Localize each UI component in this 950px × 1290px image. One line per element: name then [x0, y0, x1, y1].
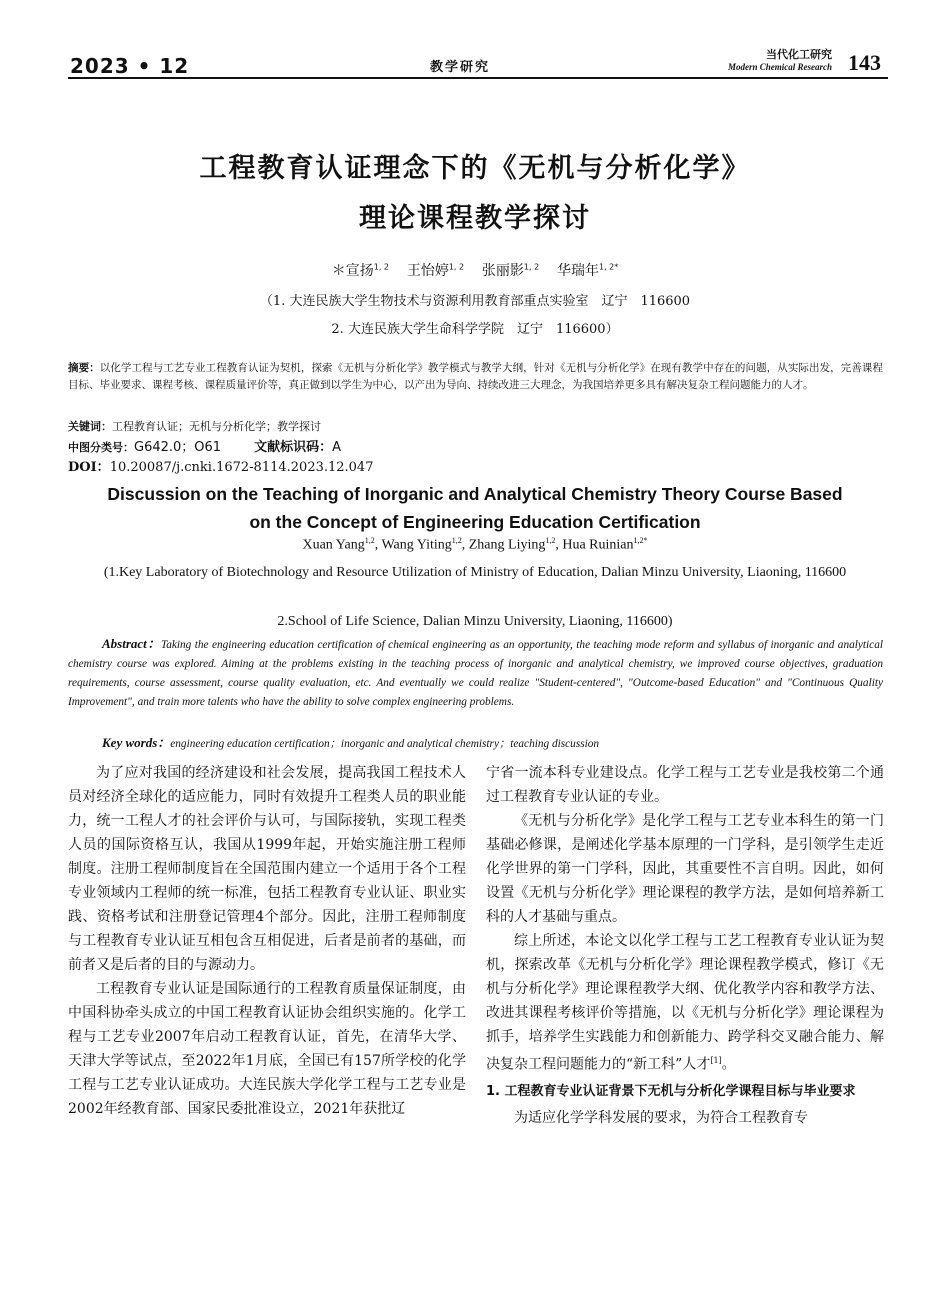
- abstract-cn-label: 摘要：: [68, 362, 100, 374]
- keywords-cn-text: 工程教育认证；无机与分析化学；教学探讨: [112, 420, 321, 433]
- english-keywords-label: Key words：: [102, 735, 171, 750]
- english-keywords: [102, 732, 599, 751]
- page-number: 143: [848, 50, 881, 75]
- english-author: Hua Ruinian: [562, 537, 634, 553]
- issue-number: 2023 • 12: [70, 54, 190, 78]
- author-affil-mark: 1, 2*: [598, 262, 619, 272]
- author-affil-mark: 1, 2: [373, 262, 390, 272]
- section-name: 教学研究: [430, 60, 491, 75]
- keywords-cn-label: 关键词：: [68, 420, 112, 433]
- keywords-cn: [68, 418, 321, 434]
- author-list: [0, 260, 950, 280]
- body-paragraph: [486, 929, 884, 1077]
- doi-line: [68, 456, 373, 475]
- body-paragraph: 为适应化学学科发展的要求，为符合工程教育专: [514, 1109, 808, 1126]
- body-paragraph: 宁省一流本科专业建设点。化学工程与工艺专业是我校第二个通过工程教育专业认证的专业。: [486, 765, 884, 805]
- author-name: ＊宣扬: [331, 263, 374, 279]
- doc-code-value: A: [332, 440, 342, 455]
- english-title-line-2: on the Concept of Engineering Education Certification: [249, 512, 701, 532]
- doi-value: 10.20087/j.cnki.1672-8114.2023.12.047: [109, 460, 374, 475]
- body-paragraph-end: 。: [721, 1056, 736, 1073]
- doi-label: DOI：: [68, 460, 110, 475]
- body-paragraph: 为了应对我国的经济建设和社会发展，提高我国工程技术人员对经济全球化的适应能力，同时有效提升工程类人员的职业能力，统一工程人才的社会评价与认可，与国际接轨，实现工程类人员的国际资格互认，我国从1999年起，开始实施注册工程师制度。注册工程师制度旨在全国范围内建立一个适用于各个工程专业领域内工程师的统一标准，包括工程教育专业认证、职业实践、资格考试和注册登记管理4个部分。因此，注册工程师制度与工程教育专业认证互相包含互相促进，后者是前者的基础，而前者又是后者的目的与源动力。: [68, 765, 466, 973]
- english-affiliation-2: 2.School of Life Science, Dalian Minzu University, Liaoning, 116600): [277, 614, 673, 629]
- clc-value: G642.0；O61: [134, 440, 222, 455]
- abstract-cn: [68, 360, 883, 394]
- title-line-2: 理论课程教学探讨: [359, 203, 591, 234]
- author-name: 张丽影: [481, 263, 524, 279]
- author-affil-mark: 1, 2: [523, 262, 540, 272]
- affiliation-line-1: （1. 大连民族大学生物技术与资源利用教育部重点实验室 辽宁 116600: [259, 294, 691, 309]
- journal-name-en: Modern Chemical Research: [727, 62, 832, 72]
- doc-code-label: 文献标识码：: [254, 440, 333, 455]
- body-column-right: [486, 761, 884, 1130]
- body-column-left: [68, 761, 466, 1121]
- abstract-cn-text: 以化学工程与工艺专业工程教育认证为契机，探索《无机与分析化学》教学模式与教学大纲，针对《无机与分析化学》在现有教学中存在的问题，从实际出发，完善课程目标、毕业要求、课程考核、课程质量评价等，真正做到以学生为中心，以产出为导向、持续改进三大理念，为我国培养更多具有解决复杂工程问题能力的人才。: [68, 362, 884, 391]
- title-line-1: 工程教育认证理念下的《无机与分析化学》: [199, 153, 751, 184]
- body-paragraph-text: 综上所述，本论文以化学工程与工艺工程教育专业认证为契机，探索改革《无机与分析化学》理论课程教学模式，修订《无机与分析化学》理论课程教学大纲、优化教学内容和教学方法、改进其课程考核评价等措施，以《无机与分析化学》理论课程为抓手，培养学生实践能力和创新能力、跨学科交叉融合能力、解决复杂工程问题能力的“新工科”人才: [486, 933, 884, 1073]
- english-author: Zhang Liying: [468, 537, 546, 553]
- english-author-mark: 1,2: [364, 536, 375, 545]
- english-abstract: [68, 634, 883, 712]
- affiliation-line-2: 2. 大连民族大学生命科学学院 辽宁 116600）: [331, 322, 619, 337]
- body-paragraph: 工程教育专业认证是国际通行的工程教育质量保证制度，由中国科协牵头成立的中国工程教育认证协会组织实施的。化学工程与工艺专业2007年启动工程教育认证，首先，在清华大学、天津大学等试点，至2022年1月底，全国已有157所学校的化学工程与工艺专业认证成功。大连民族大学化学工程与工艺专业是2002年经教育部、国家民委批准设立，2021年获批辽: [68, 981, 466, 1117]
- english-affiliation-1: (1.Key Laboratory of Biotechnology and Resource Utilization of Ministry of Education, Dalian Minzu University, Liaoning, 116600: [103, 565, 847, 580]
- journal-name: [700, 46, 832, 72]
- english-author-mark: 1,2*: [633, 536, 648, 545]
- author-affil-mark: 1, 2: [448, 262, 465, 272]
- english-title: [60, 480, 890, 536]
- author-name: 华瑞年: [556, 263, 599, 279]
- english-author-mark: 1,2: [545, 536, 556, 545]
- english-title-line-1: Discussion on the Teaching of Inorganic and Analytical Chemistry Theory Course Based: [107, 484, 843, 504]
- english-abstract-label: Abstract：: [102, 636, 161, 651]
- section-heading: 1. 工程教育专业认证背景下无机与分析化学课程目标与毕业要求: [486, 1083, 856, 1099]
- journal-name-cn: 当代化工研究: [766, 48, 832, 61]
- english-authors: Xuan Yang$^{1,2}$, Wang Yiting$^{1,2}$, Zhang Liying$^{1,2}$, Hua Ruinian$^{1,2*}$: [302, 536, 648, 553]
- english-author-mark: 1,2: [451, 536, 462, 545]
- body-paragraph: 《无机与分析化学》是化学工程与工艺专业本科生的第一门基础必修课，是阐述化学基本原理的一门学科，是引领学生走近化学世界的第一门学科，因此，其重要性不言自明。因此，如何设置《无机与分析化学》理论课程的教学方法，是如何培养新工科的人才基础与重点。: [486, 813, 884, 925]
- english-keywords-text: engineering education certification；inorganic and analytical chemistry；teaching discussion: [170, 738, 600, 750]
- english-abstract-text: Taking the engineering education certification of chemical engineering as an opportunity, the teaching mode reform and syllabus of inorganic and analytical chemistry course was explored. Aiming at the problems existing in the teaching process of inorganic and analytical chemistry, we improved course objectives, graduation requirements, course assessment, course quality evaluation, etc. And eventually we could realize "Student-centered", "Outcome-based Education" and "Continuous Quality Improvement", and train more talents who have the ability to solve complex engineering problems.: [68, 639, 883, 708]
- citation-ref: [1]: [710, 1056, 722, 1065]
- classification-line: [68, 436, 341, 455]
- header-rule: [68, 77, 888, 79]
- english-author: Wang Yiting: [381, 537, 452, 553]
- clc-label: 中图分类号：: [68, 441, 134, 454]
- author-name: 王怡婷: [406, 263, 449, 279]
- english-author: Xuan Yang: [302, 537, 365, 553]
